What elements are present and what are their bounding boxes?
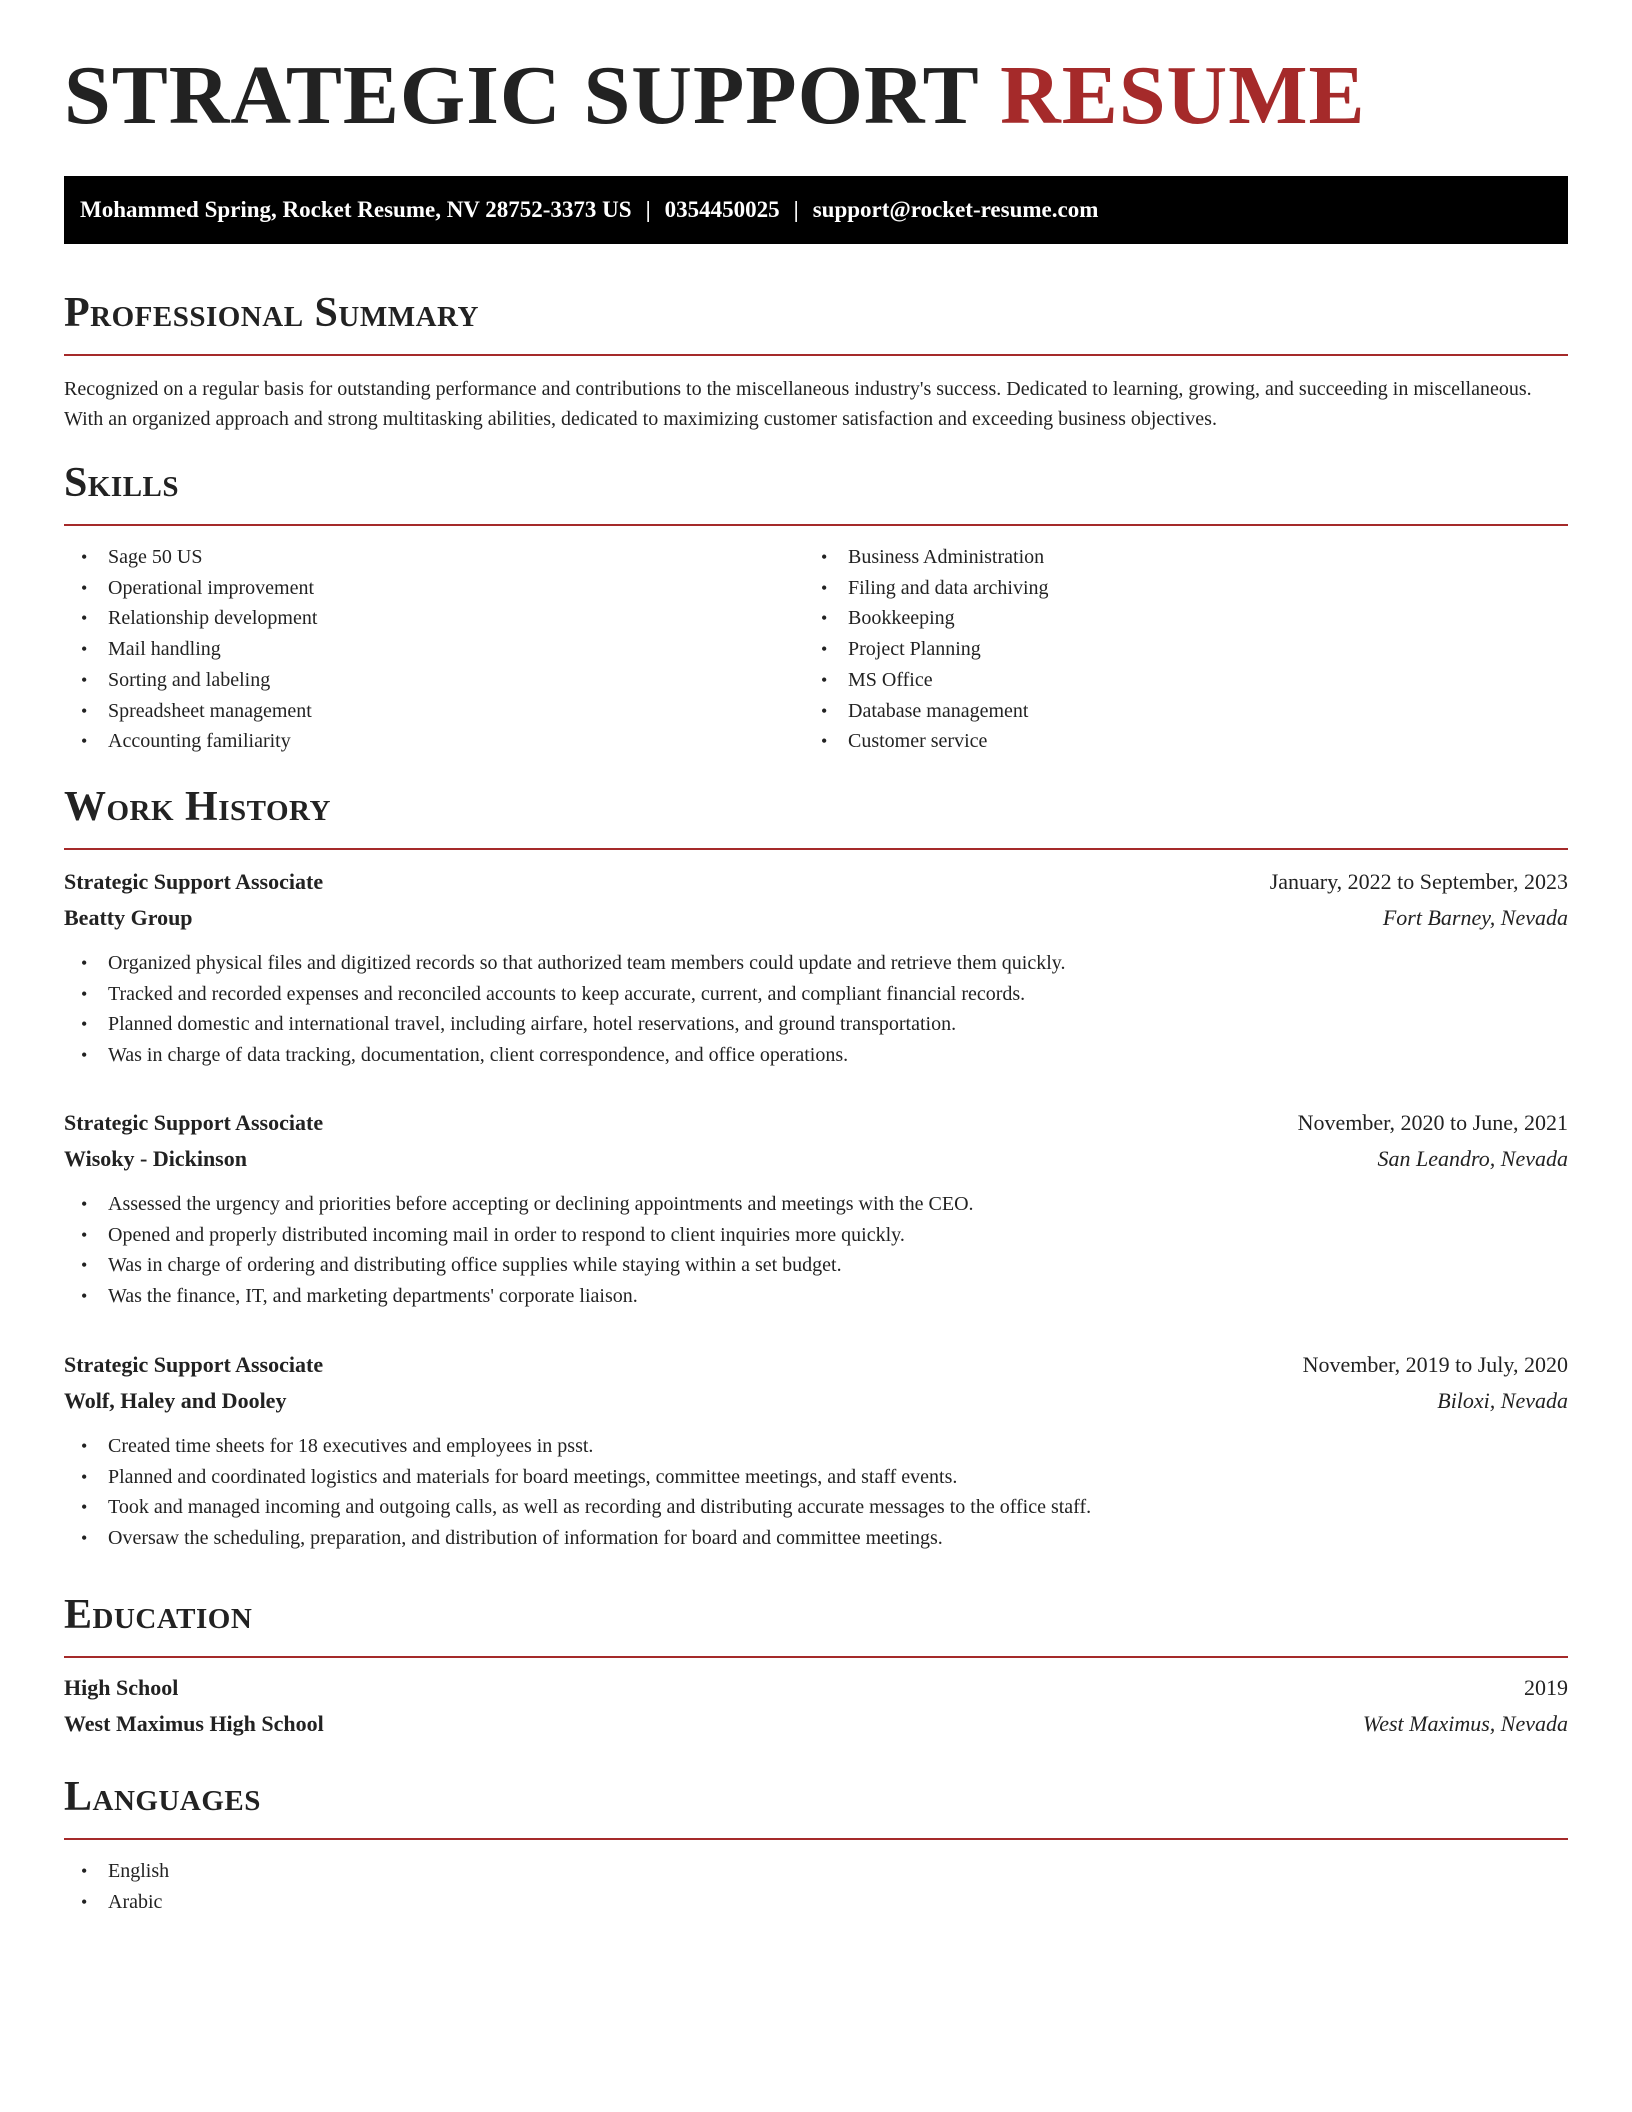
job-bullet: • Assessed the urgency and priorities before accepting or declining appointments and meetings with the CEO. — [64, 1189, 1568, 1220]
languages-heading: Languages — [64, 1774, 261, 1820]
job-bullet: • Was in charge of data tracking, documentation, client correspondence, and office operations. — [64, 1040, 1568, 1071]
job-bullets — [64, 1189, 1568, 1312]
contact-address: Mohammed Spring, Rocket Resume, NV 28752-3373 US — [80, 197, 632, 222]
job-entry — [64, 1105, 1568, 1312]
job-bullet: • Organized physical files and digitized records so that authorized team members could update and retrieve them quickly. — [64, 948, 1568, 979]
skill-item: • Bookkeeping — [804, 603, 1544, 634]
job-company: Wolf, Haley and Dooley — [64, 1388, 287, 1413]
summary-text: Recognized on a regular basis for outstanding performance and contributions to the miscellaneous industry's success. Dedicated to learning, growing, and succeeding in miscellaneous. With an organized approach and strong multitasking abilities, dedicated to maximizing customer satisfaction and exceeding business objectives. — [64, 378, 1532, 430]
skill-item: • Business Administration — [804, 542, 1544, 573]
job-bullet: • Tracked and recorded expenses and reconciled accounts to keep accurate, current, and compliant financial records. — [64, 979, 1568, 1010]
job-location: Fort Barney, Nevada — [1382, 905, 1568, 930]
summary-section — [64, 292, 1568, 434]
skills-divider — [64, 524, 1568, 526]
skill-item: • Sorting and labeling — [64, 665, 804, 696]
work-history-heading: Work History — [64, 784, 331, 830]
job-bullet: • Planned domestic and international travel, including airfare, hotel reservations, and ground transportation. — [64, 1009, 1568, 1040]
contact-separator: | — [793, 197, 799, 222]
skill-item: • Filing and data archiving — [804, 573, 1544, 604]
work-history-divider — [64, 848, 1568, 850]
education-heading: Education — [64, 1592, 253, 1638]
job-bullet: • Was the finance, IT, and marketing departments' corporate liaison. — [64, 1281, 1568, 1312]
resume-title — [64, 49, 1366, 142]
job-bullet: • Planned and coordinated logistics and materials for board meetings, committee meetings, and staff events. — [64, 1462, 1568, 1493]
job-dates: November, 2020 to June, 2021 — [1297, 1110, 1568, 1135]
contact-separator: | — [645, 197, 651, 222]
skill-item: • Relationship development — [64, 603, 804, 634]
job-title: Strategic Support Associate — [64, 1110, 324, 1135]
contact-bar — [64, 176, 1568, 244]
skill-item: • Project Planning — [804, 634, 1544, 665]
title-main: STRATEGIC SUPPORT — [64, 49, 979, 142]
skills-columns — [64, 542, 1568, 757]
skill-item: • Mail handling — [64, 634, 804, 665]
job-company: Wisoky - Dickinson — [64, 1146, 247, 1171]
contact-phone: 0354450025 — [664, 197, 780, 222]
languages-section — [64, 1776, 1568, 1917]
skills-list-left — [64, 542, 804, 757]
job-bullet: • Took and managed incoming and outgoing calls, as well as recording and distributing accurate messages to the office staff. — [64, 1492, 1568, 1523]
job-dates: November, 2019 to July, 2020 — [1302, 1352, 1568, 1377]
summary-heading: Professional Summary — [64, 290, 479, 336]
skill-item: • MS Office — [804, 665, 1544, 696]
skills-section — [64, 462, 1568, 757]
work-history-section — [64, 786, 1568, 850]
education-section — [64, 1594, 1568, 1742]
languages-divider — [64, 1838, 1568, 1840]
job-title: Strategic Support Associate — [64, 1352, 324, 1377]
education-school: West Maximus High School — [64, 1711, 324, 1736]
skill-item: • Customer service — [804, 726, 1544, 757]
skill-item: • Database management — [804, 696, 1544, 727]
education-year: 2019 — [1524, 1675, 1568, 1700]
skill-item: • Spreadsheet management — [64, 696, 804, 727]
skills-list-right — [804, 542, 1544, 757]
skill-item: • Operational improvement — [64, 573, 804, 604]
summary-divider — [64, 354, 1568, 356]
job-title: Strategic Support Associate — [64, 869, 324, 894]
contact-email: support@rocket-resume.com — [812, 197, 1099, 222]
job-bullet: • Created time sheets for 18 executives and employees in psst. — [64, 1431, 1568, 1462]
job-company: Beatty Group — [64, 905, 193, 930]
job-bullet: • Was in charge of ordering and distributing office supplies while staying within a set budget. — [64, 1250, 1568, 1281]
skills-heading: Skills — [64, 460, 180, 506]
job-bullet: • Oversaw the scheduling, preparation, and distribution of information for board and committee meetings. — [64, 1523, 1568, 1554]
skill-item: • Accounting familiarity — [64, 726, 804, 757]
job-bullet: • Opened and properly distributed incoming mail in order to respond to client inquiries more quickly. — [64, 1220, 1568, 1251]
job-entry — [64, 1347, 1568, 1554]
education-degree: High School — [64, 1675, 179, 1700]
job-dates: January, 2022 to September, 2023 — [1269, 869, 1568, 894]
language-item: • Arabic — [64, 1887, 1568, 1918]
title-accent: RESUME — [1000, 49, 1366, 142]
job-location: San Leandro, Nevada — [1377, 1146, 1568, 1171]
job-bullets — [64, 948, 1568, 1071]
education-divider — [64, 1656, 1568, 1658]
job-entry — [64, 864, 1568, 1071]
languages-list — [64, 1856, 1568, 1917]
language-item: • English — [64, 1856, 1568, 1887]
job-bullets — [64, 1431, 1568, 1554]
job-location: Biloxi, Nevada — [1437, 1388, 1568, 1413]
skill-item: • Sage 50 US — [64, 542, 804, 573]
education-location: West Maximus, Nevada — [1362, 1711, 1568, 1736]
